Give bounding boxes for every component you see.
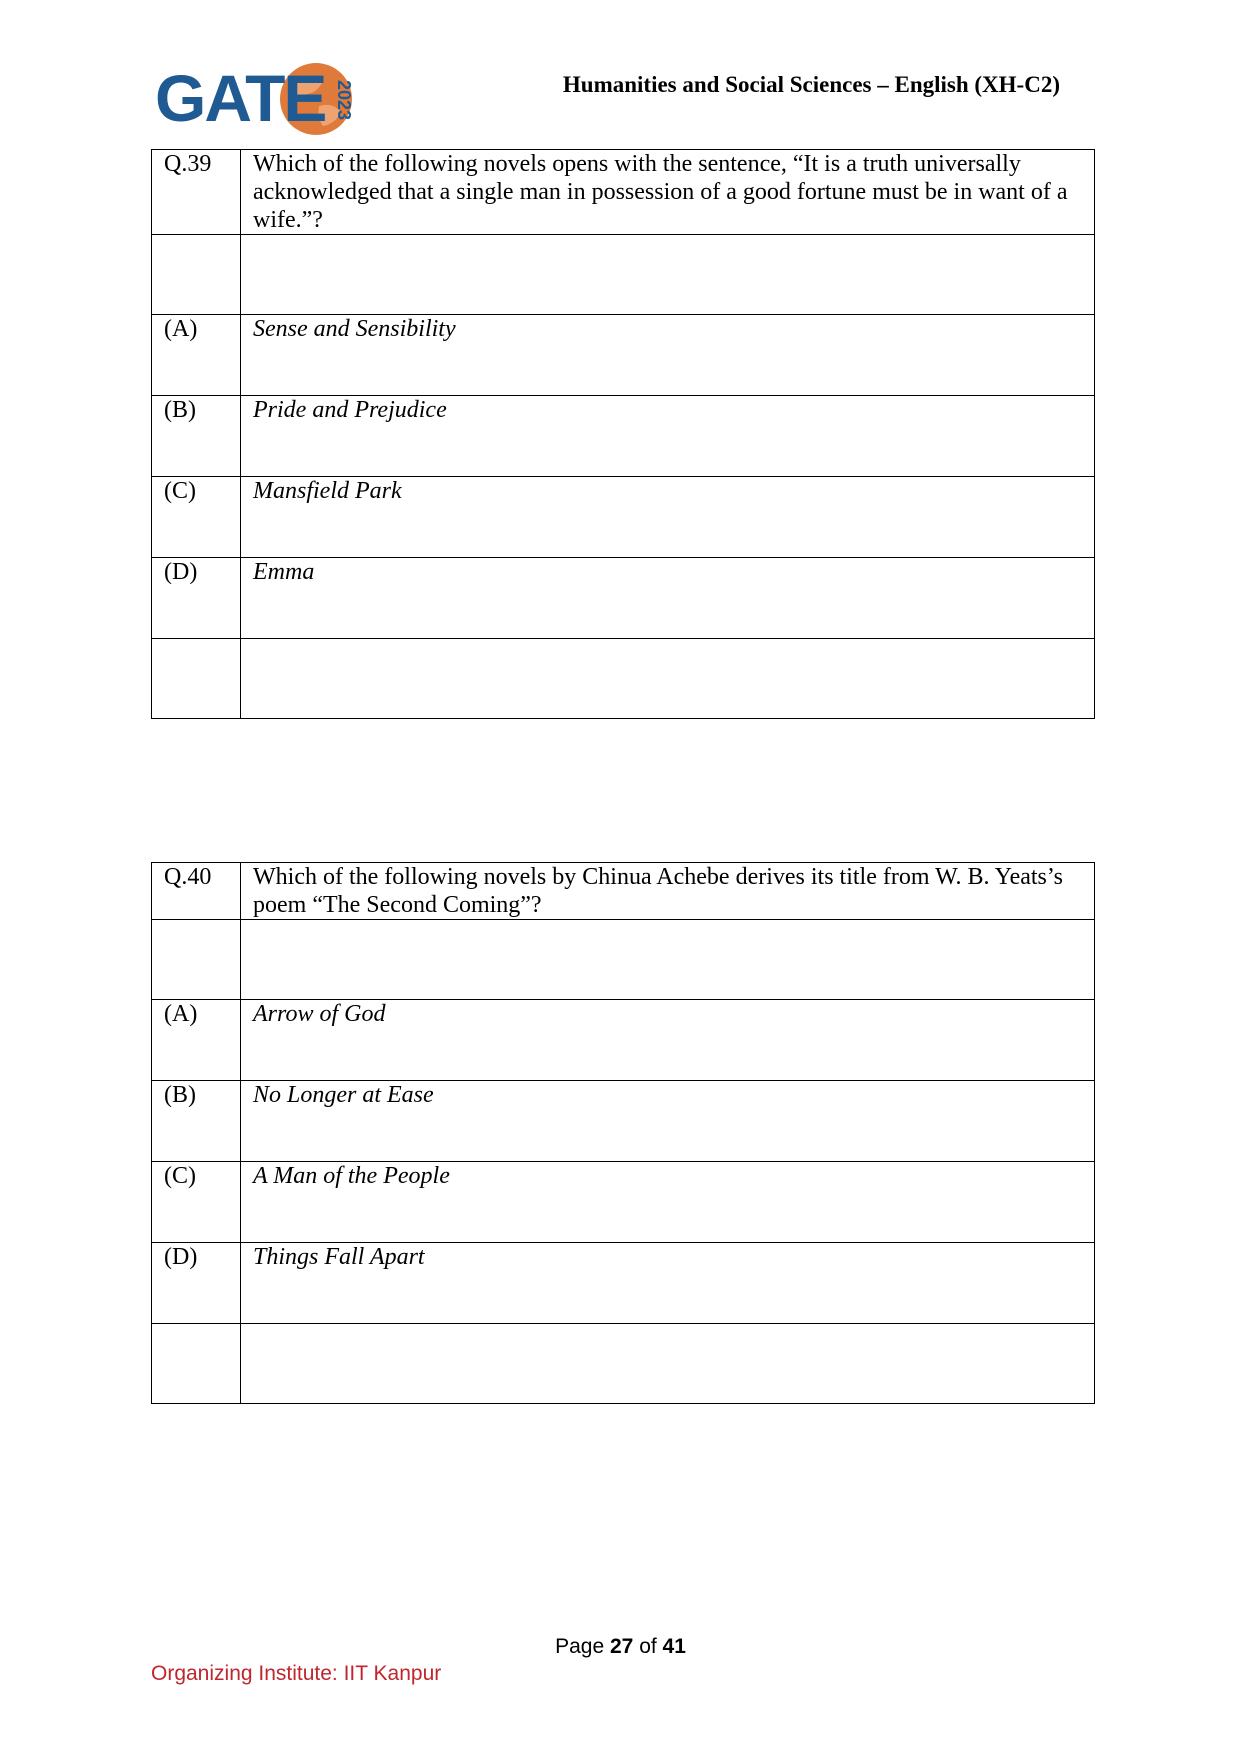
option-label: (C) — [152, 477, 241, 558]
option-text: Mansfield Park — [241, 477, 1095, 558]
gate-logo — [155, 58, 365, 142]
option-label: (A) — [152, 315, 241, 396]
option-text: Pride and Prejudice — [241, 396, 1095, 477]
option-text: Arrow of God — [241, 1000, 1095, 1081]
organizing-institute: Organizing Institute: IIT Kanpur — [151, 1662, 442, 1685]
spacer-row — [152, 920, 1095, 1000]
option-row-d — [152, 558, 1095, 639]
option-text: A Man of the People — [241, 1162, 1095, 1243]
option-row-b — [152, 396, 1095, 477]
option-row-b — [152, 1081, 1095, 1162]
question-text: Which of the following novels by Chinua Achebe derives its title from W. B. Yeats’s poem “The Second Coming”? — [241, 863, 1095, 920]
option-label: (D) — [152, 1243, 241, 1324]
option-label: (B) — [152, 396, 241, 477]
option-row-c — [152, 477, 1095, 558]
spacer-row — [152, 235, 1095, 315]
option-label: (B) — [152, 1081, 241, 1162]
option-label: (C) — [152, 1162, 241, 1243]
spacer-row — [152, 1324, 1095, 1404]
option-row-c — [152, 1162, 1095, 1243]
question-row — [152, 863, 1095, 920]
question-text: Which of the following novels opens with the sentence, “It is a truth universally acknowledged that a single man in possession of a good fortune must be in want of a wife.”? — [241, 150, 1095, 235]
question-number: Q.39 — [152, 150, 241, 235]
option-row-a — [152, 315, 1095, 396]
option-text: Sense and Sensibility — [241, 315, 1095, 396]
page-current: 27 — [609, 1635, 634, 1658]
page-of: of — [639, 1635, 657, 1658]
page-number — [0, 1635, 1241, 1659]
question-40-table — [151, 862, 1095, 1404]
page-header-title: Humanities and Social Sciences – English (XH-C2) — [562, 72, 1060, 97]
option-label: (A) — [152, 1000, 241, 1081]
question-row — [152, 150, 1095, 235]
page-prefix: Page — [555, 1635, 605, 1658]
question-39-table — [151, 149, 1095, 719]
option-label: (D) — [152, 558, 241, 639]
option-row-d — [152, 1243, 1095, 1324]
logo-year: 2023 — [334, 79, 354, 121]
option-row-a — [152, 1000, 1095, 1081]
question-number: Q.40 — [152, 863, 241, 920]
option-text: Things Fall Apart — [241, 1243, 1095, 1324]
option-text: No Longer at Ease — [241, 1081, 1095, 1162]
logo-text: GATE — [155, 61, 326, 135]
page-total: 41 — [662, 1635, 686, 1658]
spacer-row — [152, 639, 1095, 719]
option-text: Emma — [241, 558, 1095, 639]
